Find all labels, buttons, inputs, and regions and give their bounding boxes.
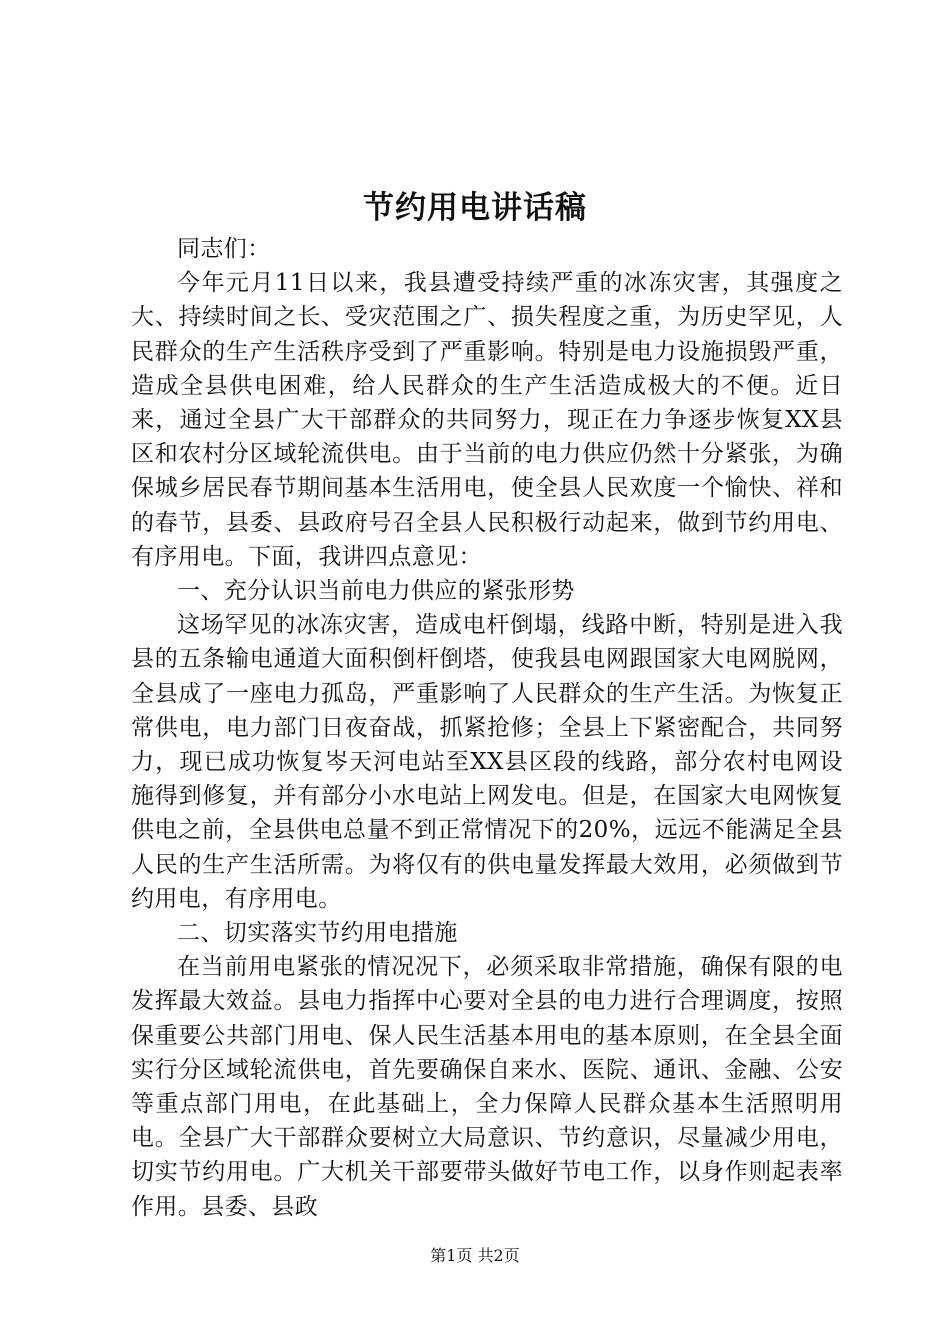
paragraph-section-1: 这场罕见的冰冻灾害，造成电杆倒塌，线路中断，特别是进入我县的五条输电通道大面积倒杆倒塔，使我县电网跟国家大电网脱网，全县成了一座电力孤岛，严重影响了人民群众的生产生活。为恢复正常供电，电力部门日夜奋战，抓紧抢修；全县上下紧密配合，共同努力，现已成功恢复岑天河电站至XX县区段的线路，部分农村电网设施得到修复，并有部分小水电站上网发电。但是，在国家大电网恢复供电之前，全县供电总量不到正常情况下的20%，远远不能满足全县人民的生产生活所需。为将仅有的供电量发挥最大效用，必须做到节约用电，有序用电。 [131,612,843,912]
paragraph-section-2: 在当前用电紧张的情况况下，必须采取非常措施，确保有限的电发挥最大效益。县电力指挥中心要对全县的电力进行合理调度，按照保重要公共部门用电、保人民生活基本用电的基本原则，在全县全面实行分区域轮流供电，首先要确保自来水、医院、通讯、金融、公安等重点部门用电，在此基础上，全力保障人民群众基本生活照明用电。全县广大干部群众要树立大局意识、节约意识，尽量减少用电，切实节约用电。广大机关干部要带头做好节电工作，以身作则起表率作用。县委、县政 [131,954,843,1220]
document-body [131,232,843,1224]
salutation: 同志们： [177,236,271,262]
section-heading-1: 一、充分认识当前电力供应的紧张形势 [177,578,575,605]
page-footer: 第1页 共2页 [430,1246,520,1265]
document-title: 节约用电讲话稿 [363,190,587,226]
paragraph-intro: 今年元月11日以来，我县遭受持续严重的冰冻灾害，其强度之大、持续时间之长、受灾范围之广、损失程度之重，为历史罕见，人民群众的生产生活秩序受到了严重影响。特别是电力设施损毁严重，造成全县供电困难，给人民群众的生产生活造成极大的不便。近日来，通过全县广大干部群众的共同努力，现正在力争逐步恢复XX县区和农村分区域轮流供电。由于当前的电力供应仍然十分紧张，为确保城乡居民春节期间基本生活用电，使全县人民欢度一个愉快、祥和的春节，县委、县政府号召全县人民积极行动起来，做到节约用电、有序用电。下面，我讲四点意见： [131,270,843,570]
section-heading-2: 二、切实落实节约用电措施 [177,920,458,947]
